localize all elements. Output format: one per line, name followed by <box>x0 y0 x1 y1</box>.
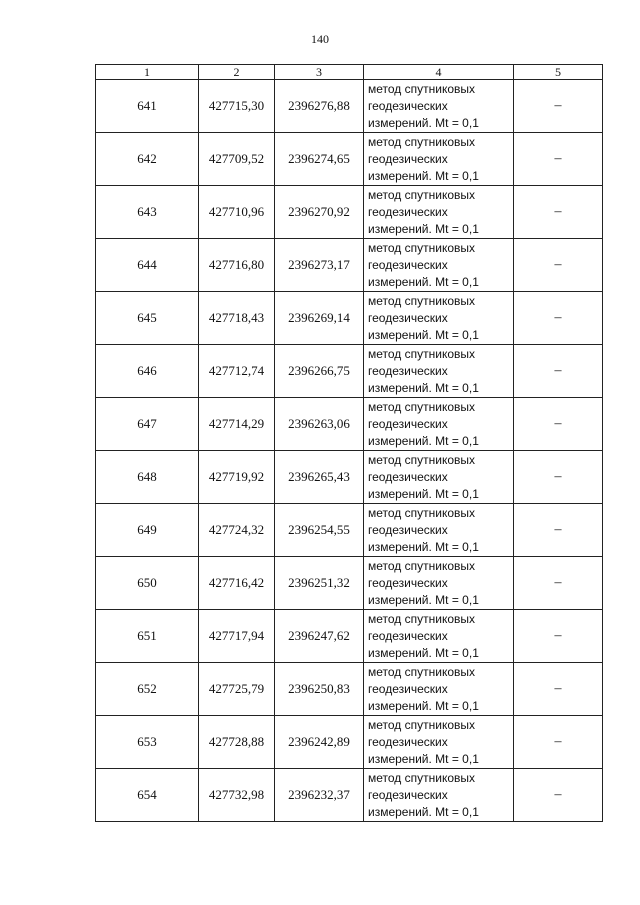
y-coordinate-cell: 2396254,55 <box>275 504 364 557</box>
method-line: измерений. Mt = 0,1 <box>368 804 479 819</box>
y-coordinate-cell: 2396242,89 <box>275 716 364 769</box>
method-line: измерений. Mt = 0,1 <box>368 433 479 448</box>
method-line: метод спутниковых <box>368 187 476 202</box>
method-cell <box>364 186 514 239</box>
table-row <box>96 186 603 239</box>
method-line: геодезических <box>368 575 448 590</box>
method-cell <box>364 239 514 292</box>
note-cell: – <box>514 716 603 769</box>
y-coordinate-cell: 2396273,17 <box>275 239 364 292</box>
method-cell <box>364 716 514 769</box>
y-coordinate-cell: 2396265,43 <box>275 451 364 504</box>
method-line: измерений. Mt = 0,1 <box>368 486 479 501</box>
method-line: метод спутниковых <box>368 346 476 361</box>
y-coordinate-cell: 2396251,32 <box>275 557 364 610</box>
note-cell: – <box>514 769 603 822</box>
point-number-cell: 654 <box>96 769 199 822</box>
table-row <box>96 133 603 186</box>
note-cell: – <box>514 292 603 345</box>
method-cell <box>364 663 514 716</box>
x-coordinate-cell: 427717,94 <box>199 610 275 663</box>
y-coordinate-cell: 2396266,75 <box>275 345 364 398</box>
method-line: геодезических <box>368 257 448 272</box>
point-number-cell: 649 <box>96 504 199 557</box>
x-coordinate-cell: 427714,29 <box>199 398 275 451</box>
method-line: метод спутниковых <box>368 505 476 520</box>
point-number-cell: 641 <box>96 80 199 133</box>
method-cell <box>364 133 514 186</box>
table-row <box>96 557 603 610</box>
point-number-cell: 647 <box>96 398 199 451</box>
point-number-cell: 653 <box>96 716 199 769</box>
method-line: метод спутниковых <box>368 664 476 679</box>
method-line: геодезических <box>368 522 448 537</box>
method-line: измерений. Mt = 0,1 <box>368 380 479 395</box>
method-line: метод спутниковых <box>368 240 476 255</box>
note-cell: – <box>514 133 603 186</box>
note-cell: – <box>514 610 603 663</box>
note-cell: – <box>514 345 603 398</box>
y-coordinate-cell: 2396232,37 <box>275 769 364 822</box>
method-line: геодезических <box>368 628 448 643</box>
method-line: метод спутниковых <box>368 611 476 626</box>
x-coordinate-cell: 427710,96 <box>199 186 275 239</box>
header-col-2: 2 <box>199 65 275 80</box>
y-coordinate-cell: 2396270,92 <box>275 186 364 239</box>
x-coordinate-cell: 427732,98 <box>199 769 275 822</box>
note-cell: – <box>514 663 603 716</box>
method-line: метод спутниковых <box>368 452 476 467</box>
x-coordinate-cell: 427715,30 <box>199 80 275 133</box>
method-line: геодезических <box>368 310 448 325</box>
method-line: метод спутниковых <box>368 81 476 96</box>
method-line: геодезических <box>368 98 448 113</box>
table-row <box>96 663 603 716</box>
note-cell: – <box>514 80 603 133</box>
point-number-cell: 644 <box>96 239 199 292</box>
table-row <box>96 239 603 292</box>
note-cell: – <box>514 186 603 239</box>
method-line: метод спутниковых <box>368 399 476 414</box>
table-row <box>96 292 603 345</box>
y-coordinate-cell: 2396269,14 <box>275 292 364 345</box>
method-line: метод спутниковых <box>368 558 476 573</box>
method-line: измерений. Mt = 0,1 <box>368 115 479 130</box>
method-cell <box>364 610 514 663</box>
note-cell: – <box>514 557 603 610</box>
method-cell <box>364 769 514 822</box>
method-cell <box>364 345 514 398</box>
method-line: геодезических <box>368 681 448 696</box>
y-coordinate-cell: 2396263,06 <box>275 398 364 451</box>
method-line: измерений. Mt = 0,1 <box>368 274 479 289</box>
point-number-cell: 645 <box>96 292 199 345</box>
point-number-cell: 651 <box>96 610 199 663</box>
method-cell <box>364 557 514 610</box>
method-line: геодезических <box>368 787 448 802</box>
method-line: измерений. Mt = 0,1 <box>368 221 479 236</box>
x-coordinate-cell: 427725,79 <box>199 663 275 716</box>
note-cell: – <box>514 239 603 292</box>
x-coordinate-cell: 427709,52 <box>199 133 275 186</box>
table-row <box>96 769 603 822</box>
x-coordinate-cell: 427716,42 <box>199 557 275 610</box>
header-col-5: 5 <box>514 65 603 80</box>
header-col-4: 4 <box>364 65 514 80</box>
table-row <box>96 610 603 663</box>
method-line: геодезических <box>368 204 448 219</box>
table-row <box>96 345 603 398</box>
x-coordinate-cell: 427716,80 <box>199 239 275 292</box>
method-line: измерений. Mt = 0,1 <box>368 751 479 766</box>
method-cell <box>364 80 514 133</box>
note-cell: – <box>514 451 603 504</box>
y-coordinate-cell: 2396276,88 <box>275 80 364 133</box>
note-cell: – <box>514 504 603 557</box>
method-line: геодезических <box>368 469 448 484</box>
table-row <box>96 398 603 451</box>
method-cell <box>364 451 514 504</box>
x-coordinate-cell: 427718,43 <box>199 292 275 345</box>
method-line: метод спутниковых <box>368 134 476 149</box>
method-line: геодезических <box>368 363 448 378</box>
table-row <box>96 451 603 504</box>
x-coordinate-cell: 427728,88 <box>199 716 275 769</box>
method-line: измерений. Mt = 0,1 <box>368 539 479 554</box>
header-col-1: 1 <box>96 65 199 80</box>
method-line: измерений. Mt = 0,1 <box>368 698 479 713</box>
method-line: измерений. Mt = 0,1 <box>368 168 479 183</box>
method-cell <box>364 504 514 557</box>
method-line: геодезических <box>368 151 448 166</box>
point-number-cell: 650 <box>96 557 199 610</box>
method-cell <box>364 292 514 345</box>
method-line: измерений. Mt = 0,1 <box>368 592 479 607</box>
method-line: геодезических <box>368 416 448 431</box>
table-row <box>96 504 603 557</box>
page-number: 140 <box>311 32 329 46</box>
point-number-cell: 643 <box>96 186 199 239</box>
x-coordinate-cell: 427712,74 <box>199 345 275 398</box>
point-number-cell: 646 <box>96 345 199 398</box>
method-line: метод спутниковых <box>368 717 476 732</box>
y-coordinate-cell: 2396274,65 <box>275 133 364 186</box>
y-coordinate-cell: 2396247,62 <box>275 610 364 663</box>
method-cell <box>364 398 514 451</box>
point-number-cell: 648 <box>96 451 199 504</box>
table-body <box>96 80 603 822</box>
method-line: измерений. Mt = 0,1 <box>368 645 479 660</box>
method-line: метод спутниковых <box>368 293 476 308</box>
point-number-cell: 652 <box>96 663 199 716</box>
method-line: измерений. Mt = 0,1 <box>368 327 479 342</box>
method-line: геодезических <box>368 734 448 749</box>
table-header-row <box>96 65 603 80</box>
x-coordinate-cell: 427724,32 <box>199 504 275 557</box>
coordinates-table <box>95 64 603 822</box>
table-row <box>96 716 603 769</box>
y-coordinate-cell: 2396250,83 <box>275 663 364 716</box>
table-row <box>96 80 603 133</box>
method-line: метод спутниковых <box>368 770 476 785</box>
note-cell: – <box>514 398 603 451</box>
point-number-cell: 642 <box>96 133 199 186</box>
x-coordinate-cell: 427719,92 <box>199 451 275 504</box>
header-col-3: 3 <box>275 65 364 80</box>
